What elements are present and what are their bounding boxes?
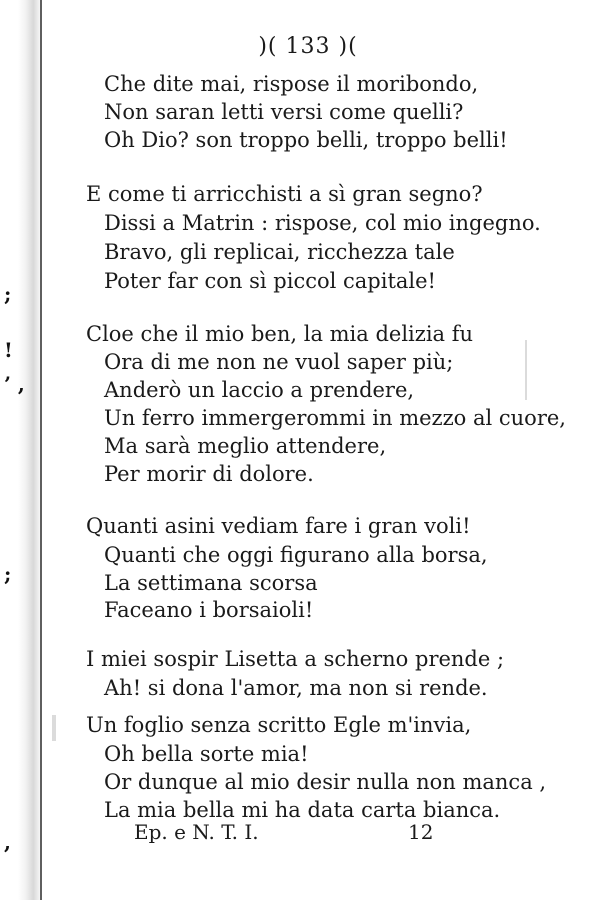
signature-mark: Ep. e N. T. I.: [134, 820, 259, 844]
verse-line: Per morir di dolore.: [104, 462, 314, 486]
ink-smudge: [525, 340, 527, 400]
verse-line: La settimana scorsa: [104, 571, 318, 595]
page-number: )( 133 )(: [258, 34, 358, 59]
verse-line: Cloe che il mio ben, la mia delizia fu: [86, 322, 474, 346]
verse-line: Or dunque al mio desir nulla non manca ,: [104, 770, 547, 794]
margin-mark: ;: [4, 562, 12, 586]
verse-line: Quanti che oggi figurano alla borsa,: [104, 543, 488, 567]
verse-line: Dissi a Matrin : rispose, col mio ingegno.: [104, 211, 541, 235]
binding-shadow: [18, 0, 40, 900]
verse-line: Anderò un laccio a prendere,: [104, 378, 415, 402]
margin-mark: ;: [4, 282, 12, 306]
verse-line: Oh bella sorte mia!: [104, 742, 309, 766]
binding-edge: [40, 0, 42, 900]
verse-line: E come ti arricchisti a sì gran segno?: [86, 182, 483, 206]
verse-line: Che dite mai, rispose il moribondo,: [104, 72, 479, 96]
ink-smudge: [52, 715, 56, 741]
verse-line: Ah! si dona l'amor, ma non si rende.: [104, 676, 488, 700]
sheet-number: 12: [408, 820, 434, 844]
margin-mark: ,: [4, 830, 11, 854]
verse-line: Oh Dio? son troppo belli, troppo belli!: [104, 128, 508, 152]
verse-line: Un foglio senza scritto Egle m'invia,: [86, 713, 472, 737]
verse-line: La mia bella mi ha data carta bianca.: [104, 798, 501, 822]
margin-mark: ’ ,: [4, 372, 25, 396]
verse-line: Poter far con sì piccol capitale!: [104, 269, 436, 293]
verse-line: Bravo, gli replicai, ricchezza tale: [104, 240, 455, 264]
verse-line: Un ferro immergerommi in mezzo al cuore,: [104, 406, 566, 430]
margin-mark: !: [4, 338, 13, 362]
verse-line: Quanti asini vediam fare i gran voli!: [86, 514, 471, 538]
verse-line: Ora di me non ne vuol saper più;: [104, 350, 454, 374]
verse-line: Ma sarà meglio attendere,: [104, 434, 387, 458]
verse-line: Faceano i borsaioli!: [104, 598, 314, 622]
verse-line: I miei sospir Lisetta a scherno prende ;: [86, 647, 505, 671]
verse-line: Non saran letti versi come quelli?: [104, 100, 464, 124]
